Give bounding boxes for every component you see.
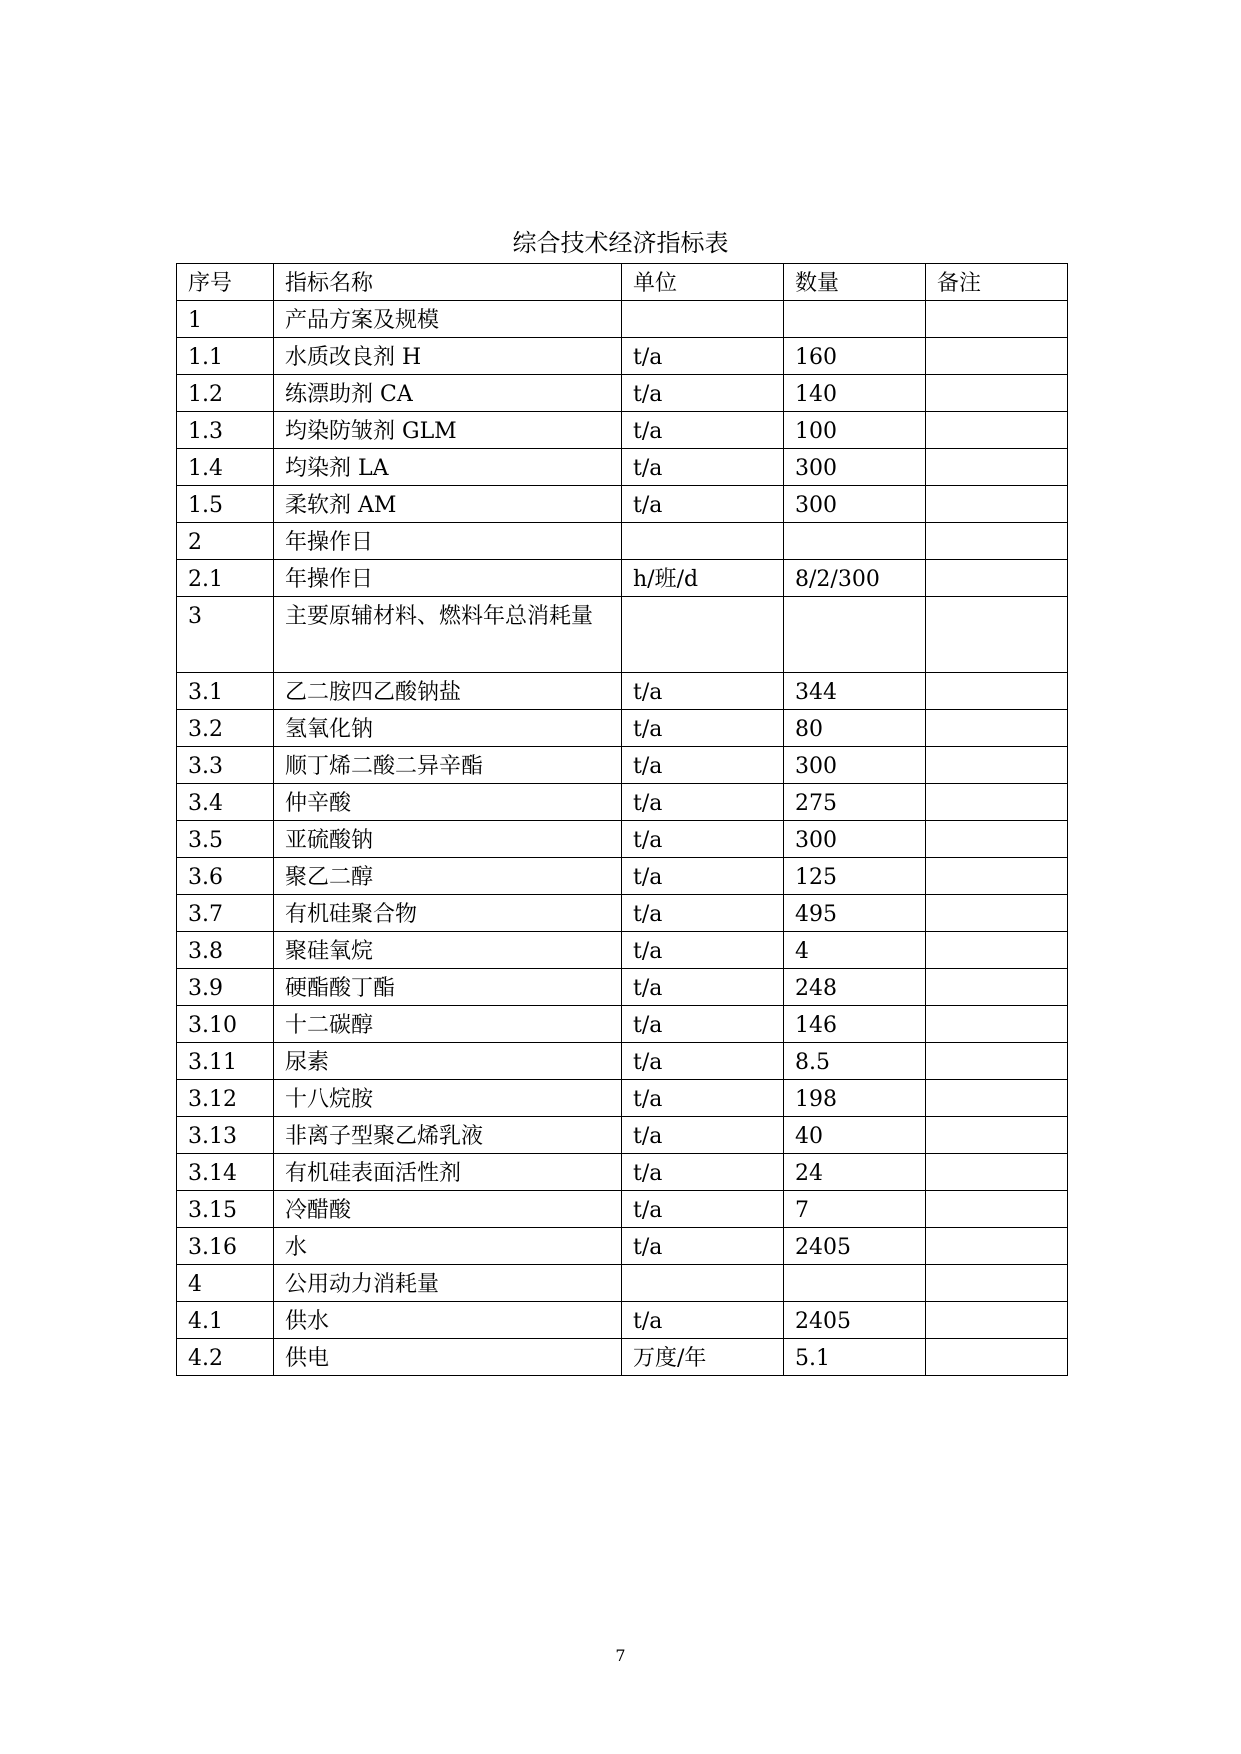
header-no: 序号 (177, 264, 274, 301)
cell-name: 均染防皱剂 GLM (274, 412, 622, 449)
table-row (177, 932, 1068, 969)
cell-quantity: 344 (784, 673, 926, 710)
cell-no: 3.7 (177, 895, 274, 932)
cell-quantity: 300 (784, 449, 926, 486)
table-row (177, 710, 1068, 747)
table-row (177, 895, 1068, 932)
cell-no: 3.3 (177, 747, 274, 784)
table-row (177, 1154, 1068, 1191)
table-row (177, 784, 1068, 821)
cell-note (926, 338, 1068, 375)
cell-unit (622, 1265, 784, 1302)
cell-note (926, 747, 1068, 784)
header-name: 指标名称 (274, 264, 622, 301)
indicator-table (176, 263, 1068, 1376)
cell-no: 3.12 (177, 1080, 274, 1117)
cell-unit: t/a (622, 375, 784, 412)
cell-name: 主要原辅材料、燃料年总消耗量 (274, 597, 622, 673)
cell-name: 仲辛酸 (274, 784, 622, 821)
table-row (177, 597, 1068, 673)
table-row (177, 449, 1068, 486)
cell-quantity: 275 (784, 784, 926, 821)
cell-note (926, 1117, 1068, 1154)
cell-no: 3.8 (177, 932, 274, 969)
table-row (177, 1191, 1068, 1228)
table-row (177, 523, 1068, 560)
cell-unit (622, 597, 784, 673)
cell-unit: t/a (622, 1006, 784, 1043)
cell-name: 供电 (274, 1339, 622, 1376)
cell-unit: t/a (622, 747, 784, 784)
cell-name: 有机硅聚合物 (274, 895, 622, 932)
cell-unit: t/a (622, 1117, 784, 1154)
cell-unit: t/a (622, 1154, 784, 1191)
cell-no: 3.16 (177, 1228, 274, 1265)
cell-quantity: 8/2/300 (784, 560, 926, 597)
cell-quantity: 100 (784, 412, 926, 449)
cell-no: 1.1 (177, 338, 274, 375)
cell-quantity: 140 (784, 375, 926, 412)
cell-quantity (784, 597, 926, 673)
cell-name: 有机硅表面活性剂 (274, 1154, 622, 1191)
cell-quantity: 7 (784, 1191, 926, 1228)
table-row (177, 338, 1068, 375)
cell-no: 3.1 (177, 673, 274, 710)
cell-no: 2.1 (177, 560, 274, 597)
table-row (177, 858, 1068, 895)
cell-no: 3.15 (177, 1191, 274, 1228)
cell-quantity: 2405 (784, 1302, 926, 1339)
cell-note (926, 1228, 1068, 1265)
cell-name: 聚乙二醇 (274, 858, 622, 895)
cell-no: 1.4 (177, 449, 274, 486)
cell-unit: t/a (622, 1043, 784, 1080)
cell-no: 3.9 (177, 969, 274, 1006)
cell-note (926, 821, 1068, 858)
cell-note (926, 597, 1068, 673)
cell-quantity: 5.1 (784, 1339, 926, 1376)
cell-unit: t/a (622, 1228, 784, 1265)
cell-note (926, 1006, 1068, 1043)
cell-note (926, 858, 1068, 895)
cell-note (926, 375, 1068, 412)
cell-note (926, 1043, 1068, 1080)
cell-name: 年操作日 (274, 560, 622, 597)
cell-note (926, 895, 1068, 932)
cell-unit: t/a (622, 449, 784, 486)
cell-quantity (784, 523, 926, 560)
page-number: 7 (615, 1646, 626, 1665)
table-row (177, 1043, 1068, 1080)
cell-note (926, 784, 1068, 821)
cell-no: 3.11 (177, 1043, 274, 1080)
cell-unit: t/a (622, 932, 784, 969)
cell-name: 十二碳醇 (274, 1006, 622, 1043)
cell-no: 3.2 (177, 710, 274, 747)
cell-quantity: 300 (784, 486, 926, 523)
cell-unit: t/a (622, 673, 784, 710)
cell-no: 4.1 (177, 1302, 274, 1339)
cell-note (926, 1339, 1068, 1376)
cell-name: 产品方案及规模 (274, 301, 622, 338)
table-body (177, 301, 1068, 1376)
table-row (177, 1080, 1068, 1117)
cell-no: 1.3 (177, 412, 274, 449)
cell-no: 3.13 (177, 1117, 274, 1154)
cell-no: 3.5 (177, 821, 274, 858)
cell-name: 尿素 (274, 1043, 622, 1080)
cell-unit: t/a (622, 1302, 784, 1339)
cell-name: 非离子型聚乙烯乳液 (274, 1117, 622, 1154)
cell-unit: 万度/年 (622, 1339, 784, 1376)
table-row (177, 673, 1068, 710)
table-row (177, 412, 1068, 449)
table-row (177, 301, 1068, 338)
cell-unit (622, 301, 784, 338)
cell-quantity: 198 (784, 1080, 926, 1117)
cell-name: 十八烷胺 (274, 1080, 622, 1117)
cell-name: 乙二胺四乙酸钠盐 (274, 673, 622, 710)
cell-name: 水 (274, 1228, 622, 1265)
cell-note (926, 1154, 1068, 1191)
cell-quantity: 2405 (784, 1228, 926, 1265)
table-row (177, 821, 1068, 858)
table-row (177, 747, 1068, 784)
table-row (177, 1265, 1068, 1302)
cell-note (926, 1080, 1068, 1117)
cell-name: 供水 (274, 1302, 622, 1339)
cell-unit (622, 523, 784, 560)
cell-unit: t/a (622, 858, 784, 895)
cell-no: 1.2 (177, 375, 274, 412)
table-row (177, 969, 1068, 1006)
cell-name: 硬酯酸丁酯 (274, 969, 622, 1006)
cell-unit: t/a (622, 710, 784, 747)
header-unit: 单位 (622, 264, 784, 301)
cell-note (926, 523, 1068, 560)
cell-note (926, 1265, 1068, 1302)
cell-note (926, 449, 1068, 486)
cell-note (926, 412, 1068, 449)
cell-unit: t/a (622, 338, 784, 375)
table-row (177, 1339, 1068, 1376)
cell-no: 4 (177, 1265, 274, 1302)
cell-name: 年操作日 (274, 523, 622, 560)
cell-note (926, 1302, 1068, 1339)
cell-name: 公用动力消耗量 (274, 1265, 622, 1302)
cell-no: 3.6 (177, 858, 274, 895)
cell-unit: t/a (622, 412, 784, 449)
cell-quantity: 80 (784, 710, 926, 747)
cell-unit: h/班/d (622, 560, 784, 597)
cell-no: 3 (177, 597, 274, 673)
cell-no: 3.10 (177, 1006, 274, 1043)
table-row (177, 1228, 1068, 1265)
cell-no: 3.4 (177, 784, 274, 821)
cell-note (926, 932, 1068, 969)
cell-no: 1.5 (177, 486, 274, 523)
cell-name: 水质改良剂 H (274, 338, 622, 375)
cell-note (926, 1191, 1068, 1228)
table-row (177, 560, 1068, 597)
cell-quantity: 125 (784, 858, 926, 895)
cell-quantity: 8.5 (784, 1043, 926, 1080)
table-row (177, 375, 1068, 412)
cell-name: 聚硅氧烷 (274, 932, 622, 969)
table-header-row (177, 264, 1068, 301)
cell-quantity: 300 (784, 747, 926, 784)
cell-no: 2 (177, 523, 274, 560)
table-row (177, 486, 1068, 523)
cell-quantity: 495 (784, 895, 926, 932)
cell-no: 3.14 (177, 1154, 274, 1191)
cell-quantity: 146 (784, 1006, 926, 1043)
header-note: 备注 (926, 264, 1068, 301)
cell-no: 1 (177, 301, 274, 338)
table-row (177, 1006, 1068, 1043)
cell-unit: t/a (622, 486, 784, 523)
cell-unit: t/a (622, 969, 784, 1006)
cell-name: 氢氧化钠 (274, 710, 622, 747)
cell-quantity: 4 (784, 932, 926, 969)
cell-name: 均染剂 LA (274, 449, 622, 486)
cell-quantity: 248 (784, 969, 926, 1006)
table-row (177, 1302, 1068, 1339)
cell-unit: t/a (622, 1191, 784, 1228)
page-title: 综合技术经济指标表 (512, 229, 729, 257)
header-quantity: 数量 (784, 264, 926, 301)
cell-note (926, 710, 1068, 747)
table-row (177, 1117, 1068, 1154)
cell-name: 亚硫酸钠 (274, 821, 622, 858)
cell-unit: t/a (622, 821, 784, 858)
cell-quantity: 40 (784, 1117, 926, 1154)
cell-name: 冷醋酸 (274, 1191, 622, 1228)
cell-unit: t/a (622, 895, 784, 932)
cell-note (926, 486, 1068, 523)
cell-note (926, 301, 1068, 338)
cell-unit: t/a (622, 1080, 784, 1117)
cell-quantity (784, 301, 926, 338)
cell-note (926, 560, 1068, 597)
cell-note (926, 673, 1068, 710)
cell-name: 顺丁烯二酸二异辛酯 (274, 747, 622, 784)
cell-name: 柔软剂 AM (274, 486, 622, 523)
cell-quantity: 160 (784, 338, 926, 375)
cell-unit: t/a (622, 784, 784, 821)
cell-quantity (784, 1265, 926, 1302)
cell-no: 4.2 (177, 1339, 274, 1376)
cell-name: 练漂助剂 CA (274, 375, 622, 412)
cell-note (926, 969, 1068, 1006)
cell-quantity: 24 (784, 1154, 926, 1191)
cell-quantity: 300 (784, 821, 926, 858)
